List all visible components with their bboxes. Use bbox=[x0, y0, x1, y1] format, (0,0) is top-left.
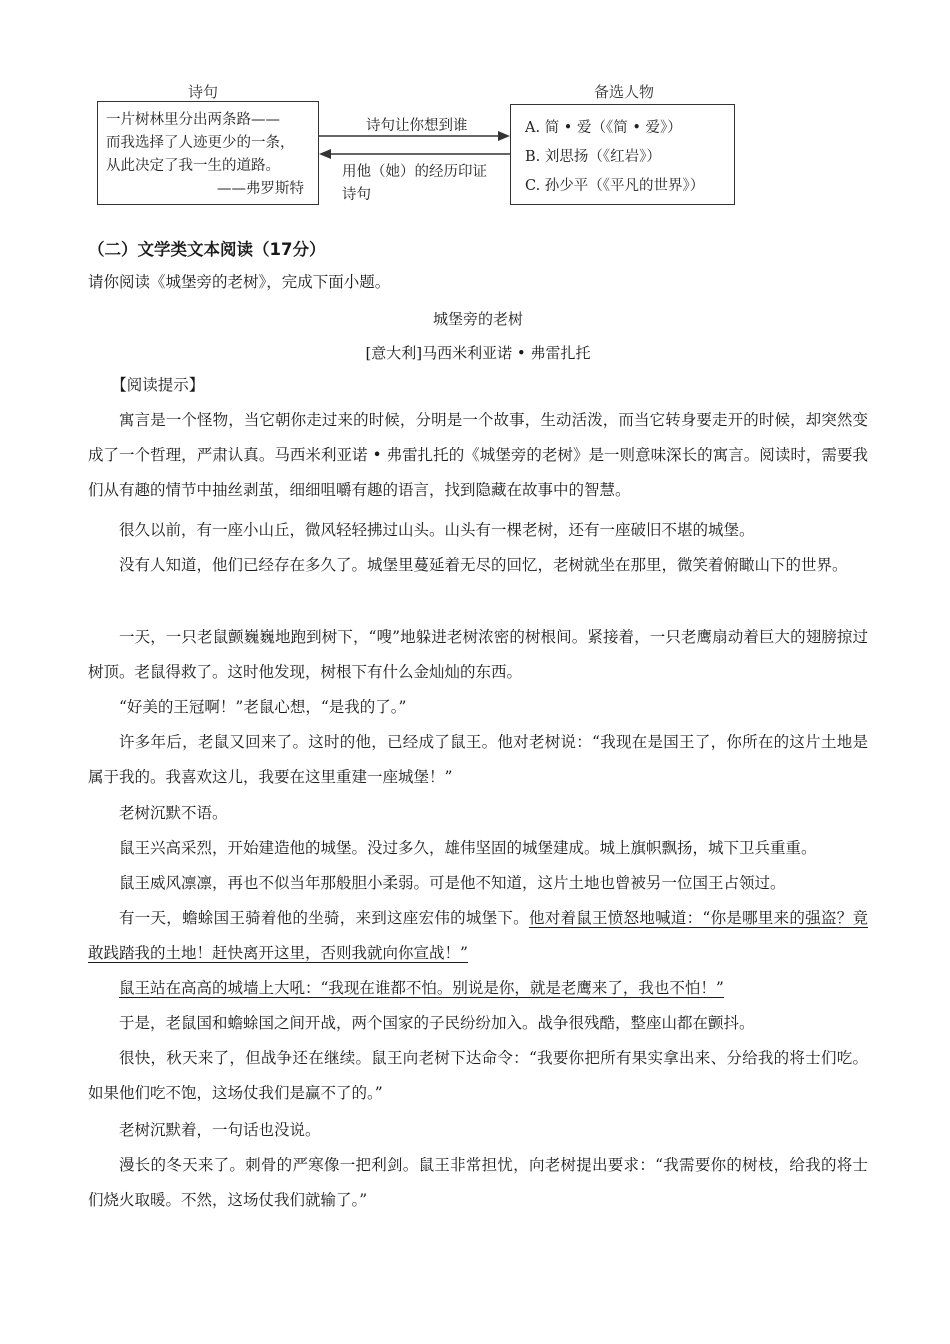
poem-line: 从此决定了我一生的道路。 bbox=[106, 158, 280, 174]
left-arrowhead bbox=[319, 149, 331, 159]
paragraph: 漫长的冬天来了。刺骨的严寒像一把利剑。鼠王非常担忧，向老树提出要求：“我需要你的树枝，给我的将士们烧火取暖。不然，这场仗我们就输了。” bbox=[88, 1156, 868, 1209]
paragraph: 没有人知道，他们已经存在多久了。城堡里蔓延着无尽的回忆，老树就坐在那里，微笑着俯瞰山下的世界。 bbox=[119, 556, 848, 574]
poem-box bbox=[97, 101, 319, 205]
underlined-quote-2: 鼠王站在高高的城墙上大吼：“我现在谁都不怕。别说是你，就是老鹰来了，我也不怕！” bbox=[119, 979, 724, 997]
paragraph: 老树沉默着，一句话也没说。 bbox=[119, 1121, 321, 1139]
paragraph: 很久以前，有一座小山丘，微风轻轻拂过山头。山头有一棵老树，还有一座破旧不堪的城堡。 bbox=[119, 521, 755, 539]
paragraph: 很快，秋天来了，但战争还在继续。鼠王向老树下达命令：“我要你把所有果实拿出来、分给我的将士们吃。如果他们吃不饱，这场仗我们是赢不了的。” bbox=[88, 1049, 868, 1102]
story-author: [意大利]马西米利亚诺 • 弗雷扎托 bbox=[365, 344, 591, 362]
options-box bbox=[510, 104, 735, 205]
paragraph-part: 有一天，蟾蜍国王骑着他的坐骑，来到这座宏伟的城堡下。 bbox=[119, 909, 529, 927]
option-a: A. 简 • 爱（《简 • 爱》） bbox=[525, 120, 682, 136]
section-title: （二）文学类文本阅读（17分） bbox=[88, 240, 326, 259]
paragraph: 鼠王兴高采烈，开始建造他的城堡。没过多久，雄伟坚固的城堡建成。城上旗帜飘扬，城下卫兵重重。 bbox=[119, 839, 817, 857]
diagram-right-title: 备选人物 bbox=[594, 83, 655, 101]
paragraph: 老树沉默不语。 bbox=[119, 804, 228, 822]
option-c: C. 孙少平（《平凡的世界》） bbox=[525, 178, 705, 194]
arrow-bottom-label-2: 诗句 bbox=[342, 187, 371, 203]
diagram-left-title: 诗句 bbox=[188, 83, 219, 101]
paragraph: 许多年后，老鼠又回来了。这时的他，已经成了鼠王。他对老树说：“我现在是国王了，你所在的这片土地是属于我的。我喜欢这儿，我要在这里重建一座城堡！” bbox=[88, 733, 868, 786]
poem-line: 一片树林里分出两条路—— bbox=[106, 112, 280, 128]
paragraph: 于是，老鼠国和蟾蜍国之间开战，两个国家的子民纷纷加入。战争很残酷，整座山都在颤抖。 bbox=[119, 1014, 755, 1032]
tip-heading: 【阅读提示】 bbox=[111, 376, 205, 394]
poem-line: 而我选择了人迹更少的一条， bbox=[106, 135, 295, 151]
option-b: B. 刘思扬（《红岩》） bbox=[525, 149, 661, 165]
arrow-bottom-label: 用他（她）的经历印证 bbox=[342, 164, 487, 180]
instruction: 请你阅读《城堡旁的老树》，完成下面小题。 bbox=[88, 273, 391, 291]
poem-author: ——弗罗斯特 bbox=[217, 181, 304, 197]
paragraph: 鼠王威风凛凛，再也不似当年那般胆小柔弱。可是他不知道，这片土地也曾被另一位国王占领过。 bbox=[119, 874, 786, 892]
story-title: 城堡旁的老树 bbox=[432, 310, 523, 328]
arrow-top-label: 诗句让你想到谁 bbox=[366, 118, 468, 134]
right-arrowhead bbox=[498, 131, 510, 141]
paragraph: “好美的王冠啊！”老鼠心想，“是我的了。” bbox=[119, 698, 407, 716]
paragraph: 一天，一只老鼠颤巍巍地跑到树下，“嗖”地躲进老树浓密的树根间。紧接着，一只老鹰扇动着巨大的翅膀掠过树顶。老鼠得救了。这时他发现，树根下有什么金灿灿的东西。 bbox=[88, 628, 868, 681]
paragraph bbox=[88, 971, 868, 1006]
paragraph bbox=[88, 901, 868, 971]
tip-text: 寓言是一个怪物，当它朝你走过来的时候，分明是一个故事，生动活泼，而当它转身要走开的时候，却突然变成了一个哲理，严肃认真。马西米利亚诺 • 弗雷扎托的《城堡旁的老树》是一则意味深长的寓言。阅读时，需要我们从有趣的情节中抽丝剥茧，细细咀嚼有趣的语言，找到隐藏在故事中的智慧。 bbox=[88, 411, 868, 499]
underlined-quote: 他对着鼠王愤怒地喊道：“你是哪里来的强盗？竟敢践踏我的土地！赶快离开这里，否则我就向你宣战！” bbox=[88, 909, 868, 962]
